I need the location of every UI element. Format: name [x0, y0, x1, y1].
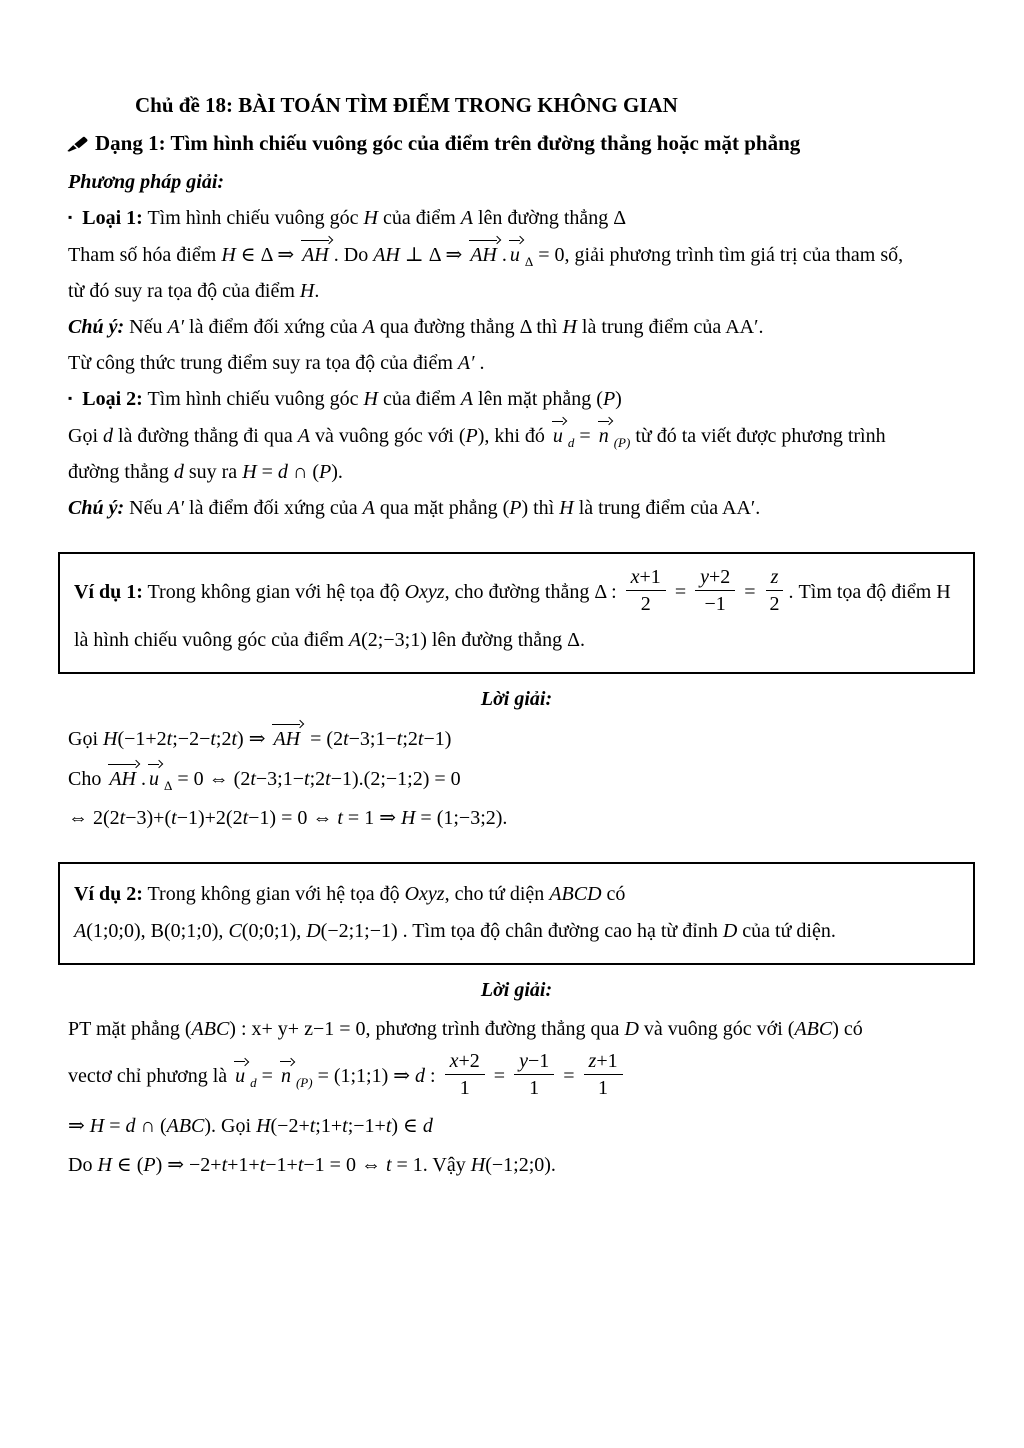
text-run: ∈ (: [111, 1153, 144, 1176]
text-run: d: [125, 1114, 136, 1137]
text-run: Tham số hóa điểm: [68, 243, 222, 266]
text-run: +1: [639, 565, 661, 588]
text-run: ABC: [191, 1017, 230, 1040]
text-run: −1 = 0 ⇔: [303, 1153, 386, 1176]
text-run: ) có: [832, 1017, 863, 1040]
text-run: = 1. Vậy: [391, 1153, 471, 1176]
text-run: ∩ (: [135, 1114, 167, 1137]
text-run: 2: [769, 592, 780, 615]
text-run: z: [588, 1049, 597, 1072]
fraction-denominator: [636, 591, 656, 617]
text-run: H: [97, 1153, 112, 1176]
text-run: P: [509, 496, 522, 519]
text-run: là đường thẳng đi qua: [113, 424, 298, 447]
text-run: Trong không gian với hệ tọa độ: [142, 882, 405, 905]
text-run: A: [362, 315, 375, 338]
text-run: C: [228, 919, 242, 942]
loai1-step2: [68, 274, 975, 308]
text-run: u: [552, 424, 563, 447]
text-run: và vuông góc với (: [638, 1017, 795, 1040]
text-run: t: [166, 727, 173, 750]
text-run: Loại 1:: [82, 206, 143, 229]
fraction-numerator: [514, 1048, 554, 1075]
text-run: A: [460, 206, 473, 229]
text-run: A: [297, 424, 310, 447]
text-run: H: [470, 1153, 486, 1176]
text-run: +1: [596, 1049, 618, 1072]
text-run: d: [277, 460, 288, 483]
text-run: ) thì: [521, 496, 560, 519]
text-run: x: [449, 1049, 459, 1072]
pen-icon: [66, 135, 90, 152]
text-run: ): [615, 387, 622, 410]
text-run: H: [256, 1114, 271, 1137]
text-run: Lời giải:: [480, 978, 553, 1001]
loai1-note: [68, 310, 975, 344]
fraction-numerator: [584, 1048, 623, 1075]
text-run: Nếu: [124, 496, 168, 519]
text-run: H: [400, 806, 416, 829]
text-run: Trong không gian với hệ tọa độ: [142, 581, 405, 604]
text-run: ⊥ Δ ⇒: [399, 243, 468, 266]
text-run: là trung điểm của AA′.: [573, 496, 761, 519]
text-run: H: [363, 206, 378, 229]
text-run: n: [598, 424, 609, 447]
text-run: 1: [459, 1076, 470, 1099]
text-run: . Do: [333, 243, 374, 266]
fraction-denominator: [455, 1075, 475, 1101]
example2-line2: [74, 914, 959, 948]
vector-overline: [469, 237, 499, 267]
fraction-numerator: [445, 1048, 485, 1075]
text-run: D: [306, 919, 321, 942]
text-run: 1: [598, 1076, 609, 1099]
text-run: t: [297, 1153, 304, 1176]
text-run: :: [425, 1065, 441, 1088]
text-run: t: [304, 767, 310, 790]
example1-line2: [74, 623, 959, 657]
text-run: A′: [167, 315, 185, 338]
text-run: từ đó suy ra tọa độ của điểm: [68, 279, 300, 302]
text-run: (P): [613, 434, 631, 450]
text-run: Oxyz: [404, 882, 445, 905]
text-run: Chú ý:: [68, 315, 125, 338]
text-run: (0;0;1),: [241, 919, 307, 942]
text-run: −1)+2(2: [176, 806, 243, 829]
text-run: =: [558, 1065, 580, 1088]
text-run: ABC: [166, 1114, 205, 1137]
text-run: AH: [109, 767, 137, 790]
text-run: ⇒: [68, 1114, 90, 1137]
text-run: z: [770, 565, 779, 588]
text-run: (−2;1;−1): [320, 919, 398, 942]
fraction-numerator: [695, 564, 735, 591]
text-run: Dạng 1: Tìm hình chiếu vuông góc của điểm trên đường thẳng hoặc mặt phẳng: [95, 131, 801, 156]
text-run: t: [210, 727, 216, 750]
text-run: Ví dụ 2:: [74, 882, 143, 905]
text-run: =: [669, 581, 692, 604]
text-run: từ đó ta viết được phương trình: [630, 424, 886, 447]
text-run: t: [385, 1153, 392, 1176]
text-run: suy ra: [183, 460, 243, 483]
text-run: 2: [640, 592, 651, 615]
text-run: là trung điểm của AA′.: [576, 315, 764, 338]
text-run: Gọi: [68, 424, 103, 447]
text-run: lên mặt phẳng (: [472, 387, 603, 410]
solution1-step1: [68, 721, 975, 756]
vector-overline: [598, 418, 611, 448]
text-run: AH: [470, 243, 497, 266]
fraction: [514, 1048, 554, 1101]
vector-overline: [108, 761, 138, 791]
text-run: là điểm đối xứng của: [184, 496, 363, 519]
text-run: −3)+(: [125, 806, 172, 829]
text-run: ). Gọi: [204, 1114, 257, 1137]
fraction-denominator: [700, 591, 731, 617]
text-run: ∩ (: [287, 460, 320, 483]
text-run: P: [465, 424, 478, 447]
text-run: t: [250, 767, 256, 790]
loai1-note2: [68, 346, 975, 380]
text-run: vectơ chỉ phương là: [68, 1065, 233, 1088]
text-run: =: [104, 1114, 126, 1137]
subscript: [525, 254, 533, 269]
fraction-numerator: [626, 564, 666, 591]
text-run: t: [242, 806, 249, 829]
text-run: = (1;−3;2).: [415, 806, 508, 829]
text-run: t: [385, 1114, 392, 1137]
text-run: AH: [273, 727, 301, 750]
text-run: −1+: [265, 1153, 298, 1176]
example2-line1: [74, 877, 959, 911]
text-run: .: [501, 243, 507, 266]
vector-overline: [234, 1058, 247, 1088]
text-run: P: [319, 460, 332, 483]
text-run: t: [396, 727, 403, 750]
text-run: đường thẳng: [68, 460, 174, 483]
text-run: d: [422, 1114, 433, 1137]
solution1-step3: [68, 801, 975, 835]
text-run: d: [567, 434, 575, 450]
text-run: d: [103, 424, 113, 447]
example1-box: [58, 552, 975, 674]
text-run: =: [739, 581, 761, 604]
text-run: (−1;2;0).: [485, 1153, 556, 1176]
text-run: ABCD: [549, 882, 602, 905]
text-run: +2: [458, 1049, 480, 1072]
vector-overline: [509, 237, 522, 267]
text-run: 1: [529, 1076, 540, 1099]
text-run: d: [173, 460, 184, 483]
text-run: +2: [708, 565, 731, 588]
text-run: D: [722, 919, 738, 942]
text-run: H: [103, 727, 118, 750]
text-run: của điểm: [378, 206, 461, 229]
loai2-heading: [68, 382, 975, 416]
text-run: d: [250, 1075, 257, 1091]
text-run: ⇔ 2(2: [68, 806, 120, 829]
text-run: ;1+: [315, 1114, 343, 1137]
text-run: t: [325, 767, 331, 790]
text-run: (2;−3;1) lên đường thẳng Δ.: [361, 628, 585, 651]
text-run: A: [362, 496, 375, 519]
text-run: qua mặt phẳng (: [374, 496, 510, 519]
text-run: ) ⇒ −2+: [155, 1153, 222, 1176]
text-run: Từ công thức trung điểm suy ra tọa độ của điểm: [68, 351, 458, 374]
text-run: . Tìm tọa độ chân đường cao hạ từ đỉnh: [397, 919, 723, 942]
text-run: =: [256, 1065, 278, 1088]
vector-overline: [148, 761, 161, 791]
vector-overline: [301, 237, 331, 267]
example2-box: [58, 862, 975, 965]
text-run: PT mặt phẳng (: [68, 1017, 192, 1040]
chapter-title: [135, 90, 975, 120]
text-run: +1+: [227, 1153, 260, 1176]
text-run: x: [630, 565, 640, 588]
fraction: [695, 564, 735, 617]
text-run: −1: [527, 1049, 550, 1072]
solution1-step2: [68, 761, 975, 796]
text-run: H: [299, 279, 315, 302]
text-run: ▪: [68, 209, 73, 224]
text-run: , cho đường thẳng Δ :: [444, 581, 622, 604]
solution1-label: [58, 682, 975, 716]
text-run: .: [141, 767, 147, 790]
text-run: t: [417, 727, 424, 750]
fraction: [626, 564, 666, 617]
vector-overline: [552, 418, 565, 448]
text-run: H: [89, 1114, 105, 1137]
text-run: P: [602, 387, 616, 410]
text-run: t: [259, 1153, 266, 1176]
text-run: Δ: [524, 253, 534, 269]
text-run: ;2: [215, 727, 232, 750]
text-run: t: [171, 806, 177, 829]
text-run: A: [460, 387, 473, 410]
text-run: Δ: [164, 777, 173, 793]
text-run: ;2: [402, 727, 418, 750]
text-run: qua đường thẳng Δ thì: [374, 315, 563, 338]
text-run: t: [119, 806, 126, 829]
text-run: ) : x+ y+ z−1 = 0, phương trình đường thẳng qua: [229, 1017, 625, 1040]
loai2-step1: [68, 418, 975, 453]
text-run: ∈ Δ ⇒: [235, 243, 300, 266]
solution2-step3: [68, 1109, 975, 1143]
text-run: H: [242, 460, 257, 483]
text-run: −1): [423, 727, 452, 750]
text-run: . Tìm tọa độ điểm H: [788, 581, 951, 604]
text-run: u: [235, 1065, 246, 1088]
example1-line1: [74, 567, 959, 620]
text-run: y: [519, 1049, 528, 1072]
text-run: Gọi: [68, 727, 103, 750]
text-run: (P): [295, 1075, 313, 1091]
text-run: −1).(2;−1;2) = 0: [330, 767, 461, 790]
text-run: A′: [457, 351, 475, 374]
text-run: ;−1+: [347, 1114, 386, 1137]
text-run: n: [280, 1065, 291, 1088]
text-run: A′: [167, 496, 185, 519]
dang1-heading: [66, 128, 975, 160]
text-run: ).: [331, 460, 343, 483]
text-run: −3;1−: [255, 767, 305, 790]
text-run: có: [601, 882, 626, 905]
text-run: lên đường thẳng Δ: [472, 206, 627, 229]
text-run: ) ⇒: [237, 727, 271, 750]
fraction: [445, 1048, 485, 1101]
text-run: = 0: [533, 243, 565, 266]
text-run: =: [574, 424, 596, 447]
text-run: Tìm hình chiếu vuông góc: [142, 387, 364, 410]
text-run: H: [221, 243, 236, 266]
text-run: Do: [68, 1153, 98, 1176]
solution2-step2: [68, 1051, 975, 1104]
loai2-note: [68, 491, 975, 525]
text-run: Chú ý:: [68, 496, 125, 519]
text-run: H: [562, 315, 577, 338]
text-run: Loại 2:: [82, 387, 143, 410]
text-run: A: [348, 628, 362, 651]
loai2-step2: [68, 455, 975, 489]
text-run: P: [143, 1153, 156, 1176]
text-run: −1: [704, 592, 726, 615]
text-run: =: [488, 1065, 511, 1088]
text-run: , cho tứ diện: [444, 882, 550, 905]
text-run: của tứ diện.: [737, 919, 836, 942]
text-run: t: [231, 727, 238, 750]
text-run: Ví dụ 1:: [74, 581, 143, 604]
text-run: t: [221, 1153, 228, 1176]
text-run: y: [700, 565, 709, 588]
subscript: [296, 1075, 313, 1090]
text-run: = (1;1;1) ⇒: [312, 1065, 416, 1088]
text-run: (−2+: [270, 1114, 310, 1137]
fraction: [765, 564, 785, 617]
fraction-denominator: [765, 591, 785, 617]
text-run: = (2: [305, 727, 344, 750]
text-run: ), khi đó: [477, 424, 550, 447]
text-run: u: [509, 243, 520, 266]
loai1-step1: [68, 237, 975, 272]
text-run: u: [149, 767, 160, 790]
subscript: [614, 435, 631, 450]
text-run: của điểm: [378, 387, 461, 410]
text-run: t: [309, 1114, 316, 1137]
text-run: Chủ đề 18: BÀI TOÁN TÌM ĐIỂM TRONG KHÔNG GIAN: [135, 93, 678, 117]
method-label: [68, 165, 975, 199]
text-run: ;−2−: [172, 727, 211, 750]
text-run: ABC: [794, 1017, 833, 1040]
vector-overline: [272, 721, 302, 751]
text-run: =: [256, 460, 278, 483]
text-run: là hình chiếu vuông góc của điểm: [74, 628, 349, 651]
text-run: , giải phương trình tìm giá trị của tham số,: [564, 243, 904, 266]
text-run: Lời giải:: [480, 687, 553, 710]
text-run: −3;1−: [348, 727, 397, 750]
text-run: = 1 ⇒: [342, 806, 401, 829]
text-run: Phương pháp giải:: [68, 170, 225, 193]
text-run: ) ∈: [391, 1114, 423, 1137]
text-run: D: [624, 1017, 639, 1040]
fraction-denominator: [524, 1075, 544, 1101]
solution2-step1: [68, 1012, 975, 1046]
text-run: và vuông góc với (: [309, 424, 466, 447]
fraction: [584, 1048, 623, 1101]
text-run: là điểm đối xứng của: [184, 315, 363, 338]
text-run: .: [314, 279, 320, 302]
vector-overline: [280, 1058, 293, 1088]
solution2-step4: [68, 1148, 975, 1182]
text-run: ▪: [68, 390, 73, 405]
text-run: Tìm hình chiếu vuông góc: [142, 206, 364, 229]
text-run: d: [415, 1065, 426, 1088]
text-run: t: [337, 806, 343, 829]
text-run: Oxyz: [404, 581, 445, 604]
text-run: (1;0;0), B(0;1;0),: [86, 919, 229, 942]
text-run: AH: [302, 243, 329, 266]
text-run: t: [342, 1114, 348, 1137]
text-run: ;2: [309, 767, 326, 790]
text-run: AH: [373, 243, 400, 266]
text-run: H: [559, 496, 574, 519]
text-run: Cho: [68, 767, 107, 790]
fraction-numerator: [766, 564, 784, 591]
text-run: t: [343, 727, 349, 750]
text-run: (−1+2: [117, 727, 167, 750]
fraction-denominator: [593, 1075, 613, 1101]
text-run: H: [363, 387, 378, 410]
text-run: Nếu: [124, 315, 168, 338]
text-run: A: [74, 919, 87, 942]
solution2-label: [58, 973, 975, 1007]
text-run: = 0 ⇔ (2: [172, 767, 251, 790]
loai1-heading: [68, 201, 975, 235]
text-run: −1) = 0 ⇔: [248, 806, 338, 829]
text-run: .: [474, 351, 485, 374]
